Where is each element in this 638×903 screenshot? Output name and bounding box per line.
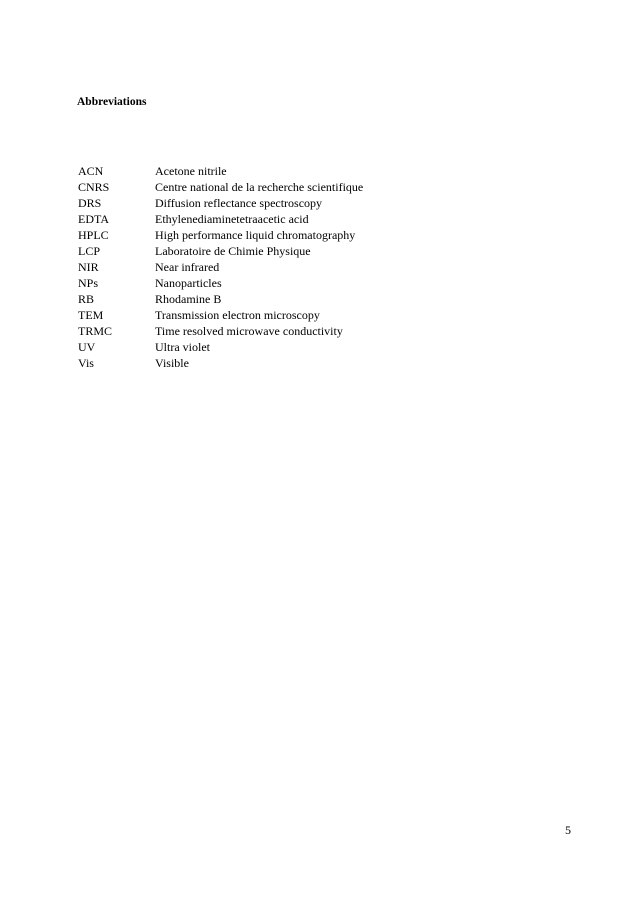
abbreviation-row bbox=[78, 227, 478, 243]
abbreviation-definition: Ethylenediaminetetraacetic acid bbox=[155, 212, 309, 226]
abbreviation-row bbox=[78, 339, 478, 355]
abbreviation-term: EDTA bbox=[78, 212, 110, 226]
page-number: 5 bbox=[565, 823, 571, 837]
abbreviation-definition: Rhodamine B bbox=[155, 292, 222, 306]
abbreviation-definition: Transmission electron microscopy bbox=[155, 308, 320, 322]
abbreviation-definition: Laboratoire de Chimie Physique bbox=[155, 244, 311, 258]
abbreviation-term: ACN bbox=[78, 164, 104, 178]
abbreviation-row bbox=[78, 211, 478, 227]
abbreviation-list bbox=[78, 163, 478, 371]
abbreviation-definition: High performance liquid chromatography bbox=[155, 228, 356, 242]
abbreviation-row bbox=[78, 179, 478, 195]
abbreviation-row bbox=[78, 259, 478, 275]
abbreviation-term: CNRS bbox=[78, 180, 110, 194]
abbreviation-definition: Diffusion reflectance spectroscopy bbox=[155, 196, 323, 210]
abbreviation-term: HPLC bbox=[78, 228, 109, 242]
abbreviation-term: LCP bbox=[78, 244, 101, 258]
abbreviation-definition: Centre national de la recherche scientifique bbox=[155, 180, 364, 194]
abbreviation-term: DRS bbox=[78, 196, 102, 210]
abbreviation-definition: Acetone nitrile bbox=[155, 164, 227, 178]
abbreviation-row bbox=[78, 275, 478, 291]
abbreviation-definition: Ultra violet bbox=[155, 340, 210, 354]
abbreviation-definition: Near infrared bbox=[155, 260, 220, 274]
abbreviation-term: NIR bbox=[78, 260, 99, 274]
abbreviation-term: TRMC bbox=[78, 324, 113, 338]
abbreviation-term: Vis bbox=[78, 356, 94, 370]
abbreviation-definition: Time resolved microwave conductivity bbox=[155, 324, 343, 338]
abbreviation-definition: Nanoparticles bbox=[155, 276, 222, 290]
abbreviation-row bbox=[78, 195, 478, 211]
abbreviation-row bbox=[78, 355, 478, 371]
abbreviation-term: TEM bbox=[78, 308, 104, 322]
abbreviation-row bbox=[78, 307, 478, 323]
abbreviation-row bbox=[78, 243, 478, 259]
abbreviation-term: NPs bbox=[78, 276, 99, 290]
abbreviation-row bbox=[78, 163, 478, 179]
abbreviation-term: UV bbox=[78, 340, 96, 354]
abbreviation-row bbox=[78, 291, 478, 307]
abbreviation-definition: Visible bbox=[155, 356, 189, 370]
abbreviation-term: RB bbox=[78, 292, 95, 306]
abbreviation-row bbox=[78, 323, 478, 339]
page-heading: Abbreviations bbox=[77, 96, 147, 108]
